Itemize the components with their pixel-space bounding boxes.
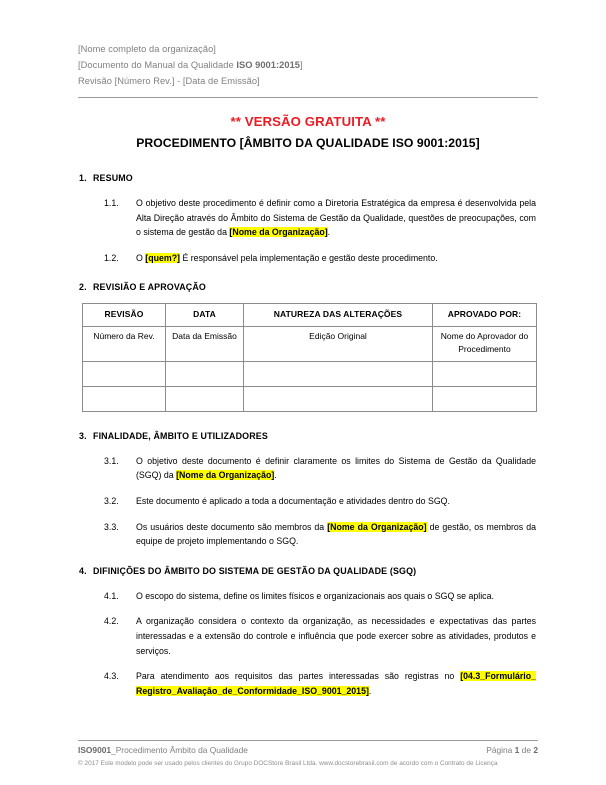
footer-page-middle: de xyxy=(519,745,534,755)
clause-number: 4.3. xyxy=(104,671,119,682)
document-title-block xyxy=(78,112,538,153)
cell-aprovado[interactable] xyxy=(433,361,537,386)
clause-3-2 xyxy=(0,494,606,509)
clause-number: 1.2. xyxy=(104,252,119,263)
clause-number: 3.3. xyxy=(104,521,119,532)
footer-current-page: 1 xyxy=(514,745,520,755)
section-number: 3. xyxy=(79,430,87,441)
header-divider xyxy=(78,97,538,98)
table-row xyxy=(83,386,537,411)
cell-natureza[interactable] xyxy=(244,386,433,411)
footer-standard-code: ISO9001 xyxy=(78,745,112,755)
section-title: RESUMO xyxy=(93,173,133,183)
clause-text: Os usuários deste documento são membros da xyxy=(136,521,328,532)
cell-revisao[interactable] xyxy=(83,361,166,386)
cell-data[interactable] xyxy=(166,361,244,386)
clause-1-2 xyxy=(0,251,606,266)
clause-text: Para atendimento aos requisitos das partes interessadas são registras no xyxy=(136,671,461,682)
page-title: PROCEDIMENTO [ÂMBITO DA QUALIDADE ISO 9001:2015] xyxy=(136,136,480,150)
section-title: DIFINIÇÕES DO ÂMBITO DO SISTEMA DE GESTÃO DA QUALIDADE (SGQ) xyxy=(93,565,417,576)
clause-text: O xyxy=(136,252,146,263)
clause-text-tail: de gestão, os membros da equipe de projeto implementando o SGQ. xyxy=(136,521,536,547)
document-header xyxy=(78,41,538,90)
cell-aprovado[interactable] xyxy=(433,386,537,411)
column-header-natureza: NATUREZA DAS ALTERAÇÕES xyxy=(244,304,433,327)
footer-document-name xyxy=(78,744,248,757)
section-number: 4. xyxy=(79,565,87,576)
clause-number: 4.2. xyxy=(104,616,119,627)
revision-table-wrapper xyxy=(0,303,606,412)
placeholder-highlight: [Nome da Organização] xyxy=(176,470,275,481)
clause-number: 3.1. xyxy=(104,455,119,466)
column-header-aprovado: APROVADO POR: xyxy=(433,304,537,327)
footer-page-prefix: Página xyxy=(486,745,515,755)
placeholder-highlight: [quem?] xyxy=(145,252,180,263)
document-body xyxy=(0,172,606,709)
header-manual-prefix: [Documento do Manual da Qualidade xyxy=(78,60,237,71)
cell-aprovado[interactable]: Nome do Aprovador do Procedimento xyxy=(433,326,537,361)
section-heading-resumo xyxy=(0,172,606,185)
section-heading-finalidade xyxy=(0,430,606,443)
clause-text-tail: . xyxy=(274,470,277,481)
header-iso-standard: ISO 9001:2015 xyxy=(236,60,301,71)
clause-number: 1.1. xyxy=(104,198,119,208)
form-reference-highlight: [04.3_Formulário_ Registro_Avaliação_de_Conformidade_ISO_9001_2015] xyxy=(136,671,536,696)
clause-text: O objetivo deste documento é definir claramente os limites do Sistema de Gestão da Qualidade (SGQ) da xyxy=(136,455,536,481)
header-manual-reference xyxy=(78,57,538,73)
footer-main-row xyxy=(78,744,538,757)
clause-3-3 xyxy=(0,520,606,549)
cell-natureza[interactable]: Edição Original xyxy=(244,326,433,361)
table-row xyxy=(83,326,537,361)
column-header-data: DATA xyxy=(166,304,244,327)
footer-page-indicator xyxy=(486,744,538,757)
placeholder-highlight: [Nome da Organização] xyxy=(229,227,328,238)
cell-revisao[interactable] xyxy=(83,386,166,411)
clause-4-1 xyxy=(0,589,606,604)
clause-text-tail: . xyxy=(368,685,372,696)
footer-divider xyxy=(78,740,538,741)
clause-number: 4.1. xyxy=(104,590,119,601)
clause-1-1 xyxy=(0,196,606,240)
table-header-row xyxy=(83,304,537,327)
section-title: FINALIDADE, ÂMBITO E UTILIZADORES xyxy=(93,430,268,441)
clause-3-1 xyxy=(0,454,606,483)
placeholder-highlight: [Nome da Organização] xyxy=(327,521,427,532)
clause-text: O escopo do sistema, define os limites físicos e organizacionais aos quais o SGQ se aplica. xyxy=(136,590,494,601)
cell-data[interactable] xyxy=(166,386,244,411)
cell-natureza[interactable] xyxy=(244,361,433,386)
header-manual-suffix: ] xyxy=(300,60,303,71)
section-heading-definicoes xyxy=(0,565,606,578)
column-header-revisao: REVISÃO xyxy=(83,304,166,327)
footer-total-pages: 2 xyxy=(533,745,538,755)
clause-text-tail: É responsável pela implementação e gestão deste procedimento. xyxy=(180,252,438,263)
revision-table xyxy=(82,303,537,412)
clause-text: A organização considera o contexto da organização, as necessidades e expectativas das partes interessadas e a extensão do controle e influência que pode exercer sobre as atividades, produtos e serviços. xyxy=(136,616,536,656)
clause-text: O objetivo deste procedimento é definir como a Diretoria Estratégica da empresa é desenvolvida pela Alta Direção através do Âmbito do Sistema de Gestão da Qualidade, questões de preocupações, com o sistema de gestão da xyxy=(136,198,536,238)
clause-number: 3.2. xyxy=(104,496,119,507)
header-revision-line: Revisão [Número Rev.] - [Data de Emissão] xyxy=(78,76,260,87)
document-footer xyxy=(78,744,538,769)
clause-text-tail: . xyxy=(327,227,331,238)
header-organization-name: [Nome completo da organização] xyxy=(78,44,216,54)
clause-4-2 xyxy=(0,614,606,658)
section-number: 2. xyxy=(79,282,87,293)
clause-text: Este documento é aplicado a toda a documentação e atividades dentro do SGQ. xyxy=(136,496,450,507)
cell-revisao[interactable]: Número da Rev. xyxy=(83,326,166,361)
clause-4-3 xyxy=(0,669,606,698)
free-version-banner: ** VERSÃO GRATUITA ** xyxy=(230,114,386,129)
section-heading-revisao-aprovacao xyxy=(0,281,606,294)
cell-data[interactable]: Data da Emissão xyxy=(166,326,244,361)
footer-copyright: © 2017 Este modelo pode ser usado pelos clientes do Grupo DOCStore Brasil Ltda. www.docstorebrasil.com de acordo com o Contrato de Licença xyxy=(78,760,498,767)
table-row xyxy=(83,361,537,386)
footer-document-title: _Procedimento Âmbito da Qualidade xyxy=(111,745,248,755)
section-number: 1. xyxy=(79,173,87,183)
section-title: REVISIÃO E APROVAÇÃO xyxy=(93,282,206,293)
